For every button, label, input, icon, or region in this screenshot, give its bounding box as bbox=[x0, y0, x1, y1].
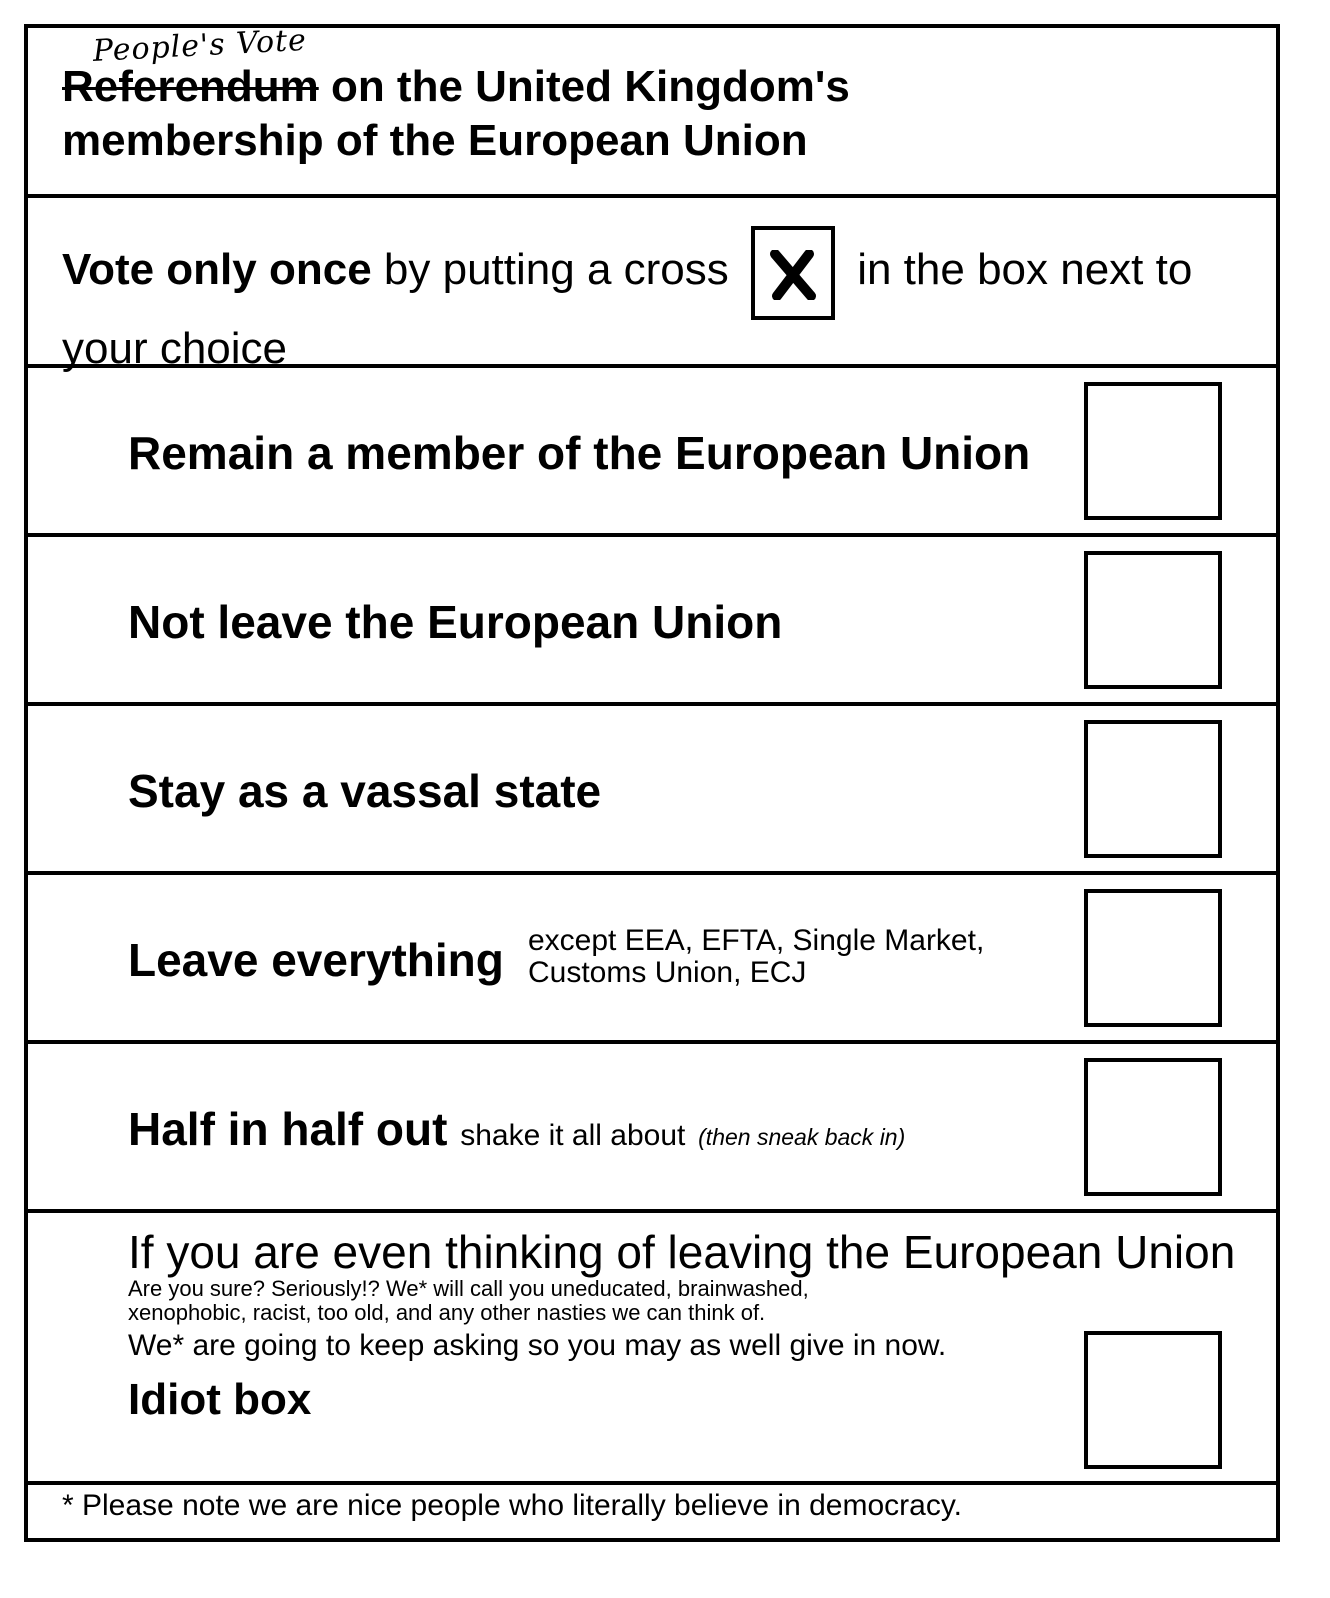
option-subtext-line2: Customs Union, ECJ bbox=[528, 956, 807, 989]
option-row-leave-everything bbox=[28, 875, 1276, 1044]
option-label: Leave everything bbox=[128, 934, 504, 986]
footer-note: * Please note we are nice people who literally believe in democracy. bbox=[62, 1489, 962, 1522]
vote-box-remain[interactable] bbox=[1084, 382, 1222, 520]
option-label: Not leave the European Union bbox=[128, 596, 783, 648]
ballot-header bbox=[28, 22, 1276, 198]
handwritten-note: People's Vote bbox=[92, 22, 308, 69]
sample-cross-box bbox=[751, 226, 835, 320]
instructions-bold: Vote only once bbox=[62, 245, 372, 294]
option-note: (then sneak back in) bbox=[698, 1124, 906, 1150]
idiot-heading: If you are even thinking of leaving the European Union bbox=[128, 1226, 1236, 1278]
idiot-small-print bbox=[128, 1277, 888, 1325]
ballot-footer bbox=[28, 1485, 1276, 1542]
title-line1-rest: on the United Kingdom's bbox=[318, 62, 850, 111]
struck-word: Referendum bbox=[62, 62, 319, 111]
vote-box-vassal-state[interactable] bbox=[1084, 720, 1222, 858]
option-row-half-in bbox=[28, 1044, 1276, 1213]
ballot-paper bbox=[24, 24, 1280, 1542]
ballot-title bbox=[62, 60, 850, 168]
idiot-warning: We* are going to keep asking so you may as well give in now. bbox=[128, 1329, 947, 1362]
option-label bbox=[128, 1102, 905, 1156]
option-subtext: shake it all about bbox=[460, 1119, 686, 1152]
option-subtext-line1: except EEA, EFTA, Single Market, bbox=[528, 924, 985, 957]
title-line2: membership of the European Union bbox=[62, 116, 808, 165]
instructions-middle: by putting a cross bbox=[371, 245, 741, 294]
cross-mark-icon bbox=[769, 250, 817, 300]
vote-box-half-in[interactable] bbox=[1084, 1058, 1222, 1196]
idiot-small-print-line1: Are you sure? Seriously!? We* will call you uneducated, brainwashed, bbox=[128, 1276, 809, 1301]
option-row-vassal-state bbox=[28, 706, 1276, 875]
option-label: Stay as a vassal state bbox=[128, 765, 602, 817]
option-label: Remain a member of the European Union bbox=[128, 427, 1031, 479]
option-label-text: Half in half out bbox=[128, 1103, 448, 1155]
option-subtext bbox=[528, 925, 984, 989]
vote-box-idiot[interactable] bbox=[1084, 1331, 1222, 1469]
option-row-remain bbox=[28, 368, 1276, 537]
instructions-text bbox=[62, 226, 1242, 378]
option-row-not-leave bbox=[28, 537, 1276, 706]
vote-box-not-leave[interactable] bbox=[1084, 551, 1222, 689]
vote-box-leave-everything[interactable] bbox=[1084, 889, 1222, 1027]
idiot-small-print-line2: xenophobic, racist, too old, and any other nasties we can think of. bbox=[128, 1300, 766, 1325]
instructions-end: in the box next to your choice bbox=[62, 245, 1193, 373]
instructions-row bbox=[28, 198, 1276, 373]
option-row-idiot-box bbox=[28, 1213, 1276, 1485]
idiot-label: Idiot box bbox=[128, 1375, 312, 1424]
